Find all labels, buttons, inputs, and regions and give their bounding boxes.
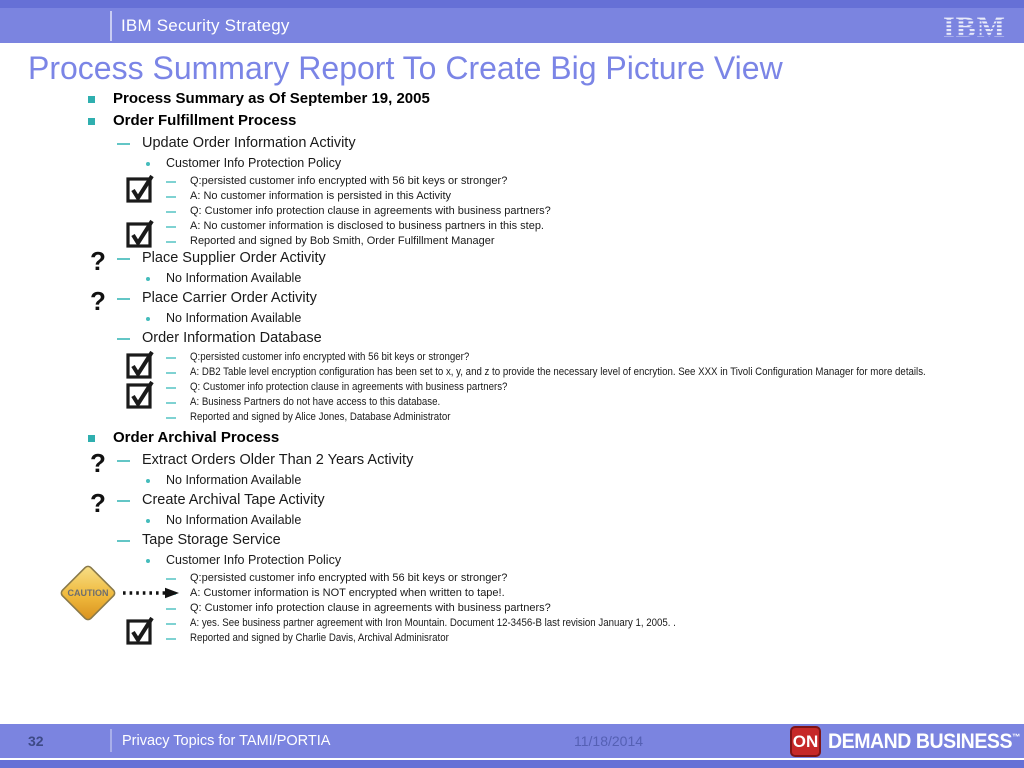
list-item-text: Extract Orders Older Than 2 Years Activity	[142, 452, 414, 468]
list-item-text: Q: Customer info protection clause in agreements with business partners?	[190, 602, 551, 614]
list-item-text: A: No customer information is persisted in this Activity	[190, 190, 452, 202]
demand-business-label: DEMAND BUSINESS	[828, 729, 1013, 753]
list-item-text: Create Archival Tape Activity	[142, 492, 325, 508]
list-item	[0, 112, 1024, 130]
question-mark-icon: ?	[90, 488, 106, 518]
list-item	[0, 246, 1024, 276]
list-item-text: Order Information Database	[142, 330, 322, 346]
list-item	[0, 270, 1024, 286]
list-item-text: Q: Customer info protection clause in agreements with business partners?	[190, 205, 551, 217]
dash-bullet-icon	[166, 372, 176, 374]
list-item-text: Q:persisted customer info encrypted with 56 bit keys or stronger?	[190, 351, 470, 363]
list-item-text: A: yes. See business partner agreement with Iron Mountain. Document 12-3456-B last revision January 1, 2005. .	[190, 617, 676, 629]
list-item	[0, 219, 1024, 234]
list-item-text: Reported and signed by Bob Smith, Order Fulfillment Manager	[190, 235, 495, 247]
dash-bullet-icon	[166, 211, 176, 213]
list-item	[0, 174, 1024, 189]
dash-bullet-icon	[117, 298, 130, 300]
dash-bullet-icon	[166, 226, 176, 228]
dash-bullet-icon	[117, 500, 130, 502]
caution-callout	[57, 562, 179, 624]
list-item-text: Update Order Information Activity	[142, 135, 356, 151]
list-item	[0, 329, 1024, 348]
list-item	[0, 204, 1024, 219]
header-divider	[110, 11, 112, 41]
dotted-arrow-icon	[121, 587, 179, 599]
list-item-text: A: Business Partners do not have access to this database.	[190, 396, 441, 408]
list-item	[0, 616, 1024, 631]
square-bullet-icon	[88, 435, 95, 442]
list-item-text: A: DB2 Table level encryption configuration has been set to x, y, and z to provide the necessary level of encrytion. See XXX in Tivoli Configuration Manager for more details.	[190, 366, 926, 378]
square-bullet-icon	[88, 96, 95, 103]
list-item-text: Process Summary as Of September 19, 2005	[113, 90, 430, 107]
list-item	[0, 134, 1024, 153]
list-item	[0, 310, 1024, 326]
dot-bullet-icon	[146, 162, 150, 166]
on-logo-text: ON	[792, 731, 819, 751]
dash-bullet-icon	[166, 638, 176, 640]
list-item-text: Reported and signed by Alice Jones, Database Administrator	[190, 411, 451, 423]
list-item	[0, 429, 1024, 447]
list-item	[0, 472, 1024, 488]
list-item-text: Q:persisted customer info encrypted with 56 bit keys or stronger?	[190, 175, 508, 187]
list-item	[0, 512, 1024, 528]
question-mark-icon: ?	[90, 448, 106, 478]
list-item	[0, 90, 1024, 108]
question-mark-icon: ?	[90, 286, 106, 316]
list-item-text: No Information Available	[166, 271, 302, 285]
checkbox-checked-icon	[126, 173, 156, 203]
list-item	[0, 155, 1024, 171]
list-item-text: No Information Available	[166, 473, 302, 487]
dot-bullet-icon	[146, 519, 150, 523]
list-item	[0, 350, 1024, 365]
dash-bullet-icon	[166, 357, 176, 359]
presentation-section-title: IBM Security Strategy	[121, 15, 290, 35]
list-item-text: Place Supplier Order Activity	[142, 250, 326, 266]
dot-bullet-icon	[146, 479, 150, 483]
footer-bar	[0, 724, 1024, 768]
list-item-text: Order Fulfillment Process	[113, 112, 297, 129]
list-item-text: Place Carrier Order Activity	[142, 290, 317, 306]
checkbox-checked-icon	[126, 615, 156, 645]
list-item	[0, 448, 1024, 478]
footer-band	[0, 724, 1024, 758]
list-item-text: Tape Storage Service	[142, 532, 281, 548]
checkbox-checked-icon	[126, 218, 156, 248]
dash-bullet-icon	[117, 258, 130, 260]
list-item-text: Customer Info Protection Policy	[166, 156, 342, 170]
caution-icon	[57, 562, 119, 624]
dash-bullet-icon	[166, 181, 176, 183]
checkbox-checked-icon	[126, 349, 156, 379]
caution-label: CAUTION	[67, 588, 109, 598]
list-item-text: A: No customer information is disclosed to business partners in this step.	[190, 220, 544, 232]
list-item-text: A: Customer information is NOT encrypted when written to tape!.	[190, 587, 505, 599]
header-top-stripe	[0, 0, 1024, 8]
list-item-text: Customer Info Protection Policy	[166, 553, 342, 567]
dash-bullet-icon	[166, 196, 176, 198]
dash-bullet-icon	[117, 143, 130, 145]
dash-bullet-icon	[166, 387, 176, 389]
trademark-symbol: ™	[1012, 731, 1020, 742]
slide-content	[0, 86, 1024, 646]
dash-bullet-icon	[117, 338, 130, 340]
header-band	[0, 8, 1024, 43]
on-demand-business-logo	[790, 726, 1024, 757]
list-item	[0, 531, 1024, 550]
list-item-text: Order Archival Process	[113, 429, 280, 446]
list-item-text: Q: Customer info protection clause in agreements with business partners?	[190, 381, 508, 393]
footer-bottom-stripe	[0, 760, 1024, 768]
list-item	[0, 488, 1024, 518]
ibm-logo-text: IBM	[943, 11, 1006, 42]
slide-date: 11/18/2014	[574, 733, 644, 749]
dot-bullet-icon	[146, 317, 150, 321]
list-item	[0, 586, 1024, 601]
checkbox-checked-icon	[126, 379, 156, 409]
square-bullet-icon	[88, 118, 95, 125]
list-item-text: Q:persisted customer info encrypted with 56 bit keys or stronger?	[190, 572, 508, 584]
footer-divider	[110, 729, 112, 752]
dash-bullet-icon	[117, 540, 130, 542]
dash-bullet-icon	[166, 402, 176, 404]
ibm-logo	[942, 10, 1010, 42]
list-item	[0, 380, 1024, 395]
question-mark-icon: ?	[90, 246, 106, 276]
page-number: 32	[28, 733, 44, 749]
list-item-text: No Information Available	[166, 311, 302, 325]
demand-business-text	[828, 730, 1020, 754]
dash-bullet-icon	[117, 460, 130, 462]
dash-bullet-icon	[166, 417, 176, 419]
slide-title: Process Summary Report To Create Big Picture View	[28, 50, 783, 86]
on-logo-box	[790, 726, 821, 757]
list-item	[0, 410, 1024, 425]
list-item-text: No Information Available	[166, 513, 302, 527]
deck-title: Privacy Topics for TAMI/PORTIA	[122, 733, 331, 749]
dash-bullet-icon	[166, 241, 176, 243]
dot-bullet-icon	[146, 277, 150, 281]
list-item-text: Reported and signed by Charlie Davis, Archival Adminisrator	[190, 632, 449, 644]
list-item	[0, 286, 1024, 316]
